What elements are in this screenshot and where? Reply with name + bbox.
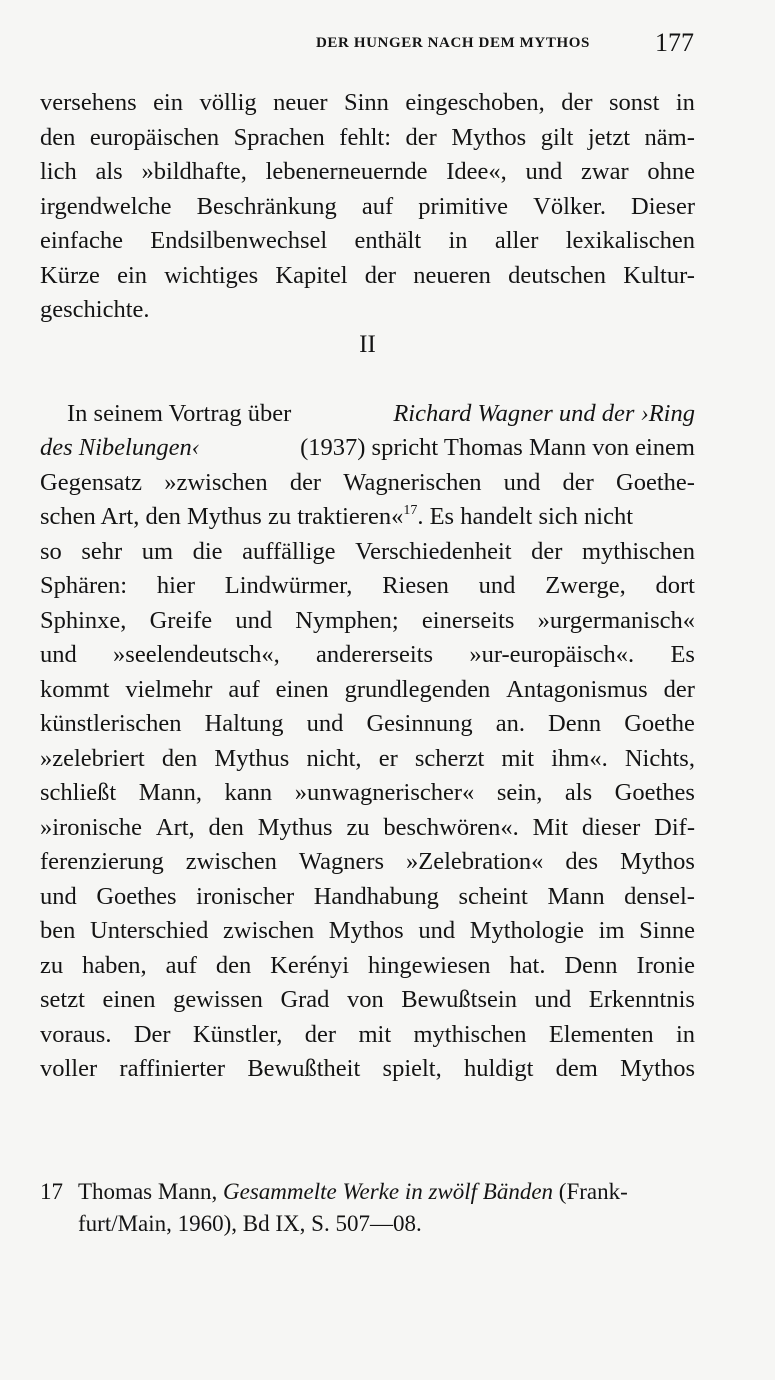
text-line: zu haben, auf den Kerényi hingewiesen hat. Denn Ironie [40,951,695,979]
footnote-reference[interactable]: 17 [403,503,418,518]
text-line: »zelebriert den Mythus nicht, er scherzt mit ihm«. Nichts, [40,744,695,772]
footnote-line: furt/Main, 1960), Bd IX, S. 507—08. [78,1211,422,1236]
text-line: geschichte. [40,296,150,323]
italic-title: des Nibelungen‹ [40,434,200,461]
body-text [40,86,695,1087]
paragraph-1 [40,86,695,328]
text-line: ben Unterschied zwischen Mythos und Mythologie im Sinne [40,917,695,944]
text-line: einfache Endsilbenwechsel enthält in aller lexikalischen [40,227,695,254]
text-line: schließt Mann, kann »unwagnerischer« sein, als Goethes [40,779,695,806]
text-line: den europäischen Sprachen fehlt: der Mythos gilt jetzt näm- [40,123,695,151]
footnote [40,1176,695,1240]
page-number: 177 [655,28,694,57]
italic-title: Gesammelte Werke in zwölf Bänden [223,1179,554,1204]
text-line: lich als »bildhafte, lebenerneuernde Idee«, und zwar ohne [40,158,695,185]
footnote-number: 17 [40,1179,63,1204]
text-line: und Goethes ironischer Handhabung scheint Mann densel- [40,882,695,910]
text-line: Gegensatz »zwischen der Wagnerischen und der Goethe- [40,468,695,496]
text-line: setzt einen gewissen Grad von Bewußtsein und Erkenntnis [40,986,695,1013]
running-head: DER HUNGER NACH DEM MYTHOS [316,35,590,51]
section-heading: II [359,330,376,358]
text-line: schen Art, den Mythus zu traktieren«$^{17}$. Es handelt sich nicht [40,503,634,530]
text-line: versehens ein völlig neuer Sinn eingeschoben, der sonst in [40,89,695,116]
text-line: voraus. Der Künstler, der mit mythischen Elementen in [40,1020,695,1048]
text-line: Kürze ein wichtiges Kapitel der neueren deutschen Kultur- [40,261,695,289]
text-line: und »seelendeutsch«, andererseits »ur-europäisch«. Es [40,641,695,668]
footnote-line: 17 Thomas Mann, Gesammelte Werke in zwölf Bänden (Frank- [40,1176,695,1208]
text-line: In seinem Vortrag über Richard Wagner und der ›Ring [40,397,695,432]
text-line: des Nibelungen‹ (1937) spricht Thomas Mann von einem [40,431,695,466]
text-line: voller raffinierter Bewußtheit spielt, huldigt dem Mythos [40,1055,695,1082]
text-line: künstlerischen Haltung und Gesinnung an. Denn Goethe [40,710,695,737]
text-line: »ironische Art, den Mythus zu beschwören«. Mit dieser Dif- [40,813,695,841]
text-line: irgendwelche Beschränkung auf primitive Völker. Dieser [40,192,695,220]
text-line: ferenzierung zwischen Wagners »Zelebration« des Mythos [40,848,695,875]
italic-title: Richard Wagner und der ›Ring [393,399,695,427]
text-line: so sehr um die auffällige Verschiedenheit der mythischen [40,537,695,565]
text-line: kommt vielmehr auf einen grundlegenden Antagonismus der [40,675,695,703]
page-header [0,26,775,62]
text-line: Sphinxe, Greife und Nymphen; einerseits »urgermanisch« [40,606,695,634]
paragraph-2 [40,397,695,1087]
text-line: Sphären: hier Lindwürmer, Riesen und Zwerge, dort [40,572,695,599]
